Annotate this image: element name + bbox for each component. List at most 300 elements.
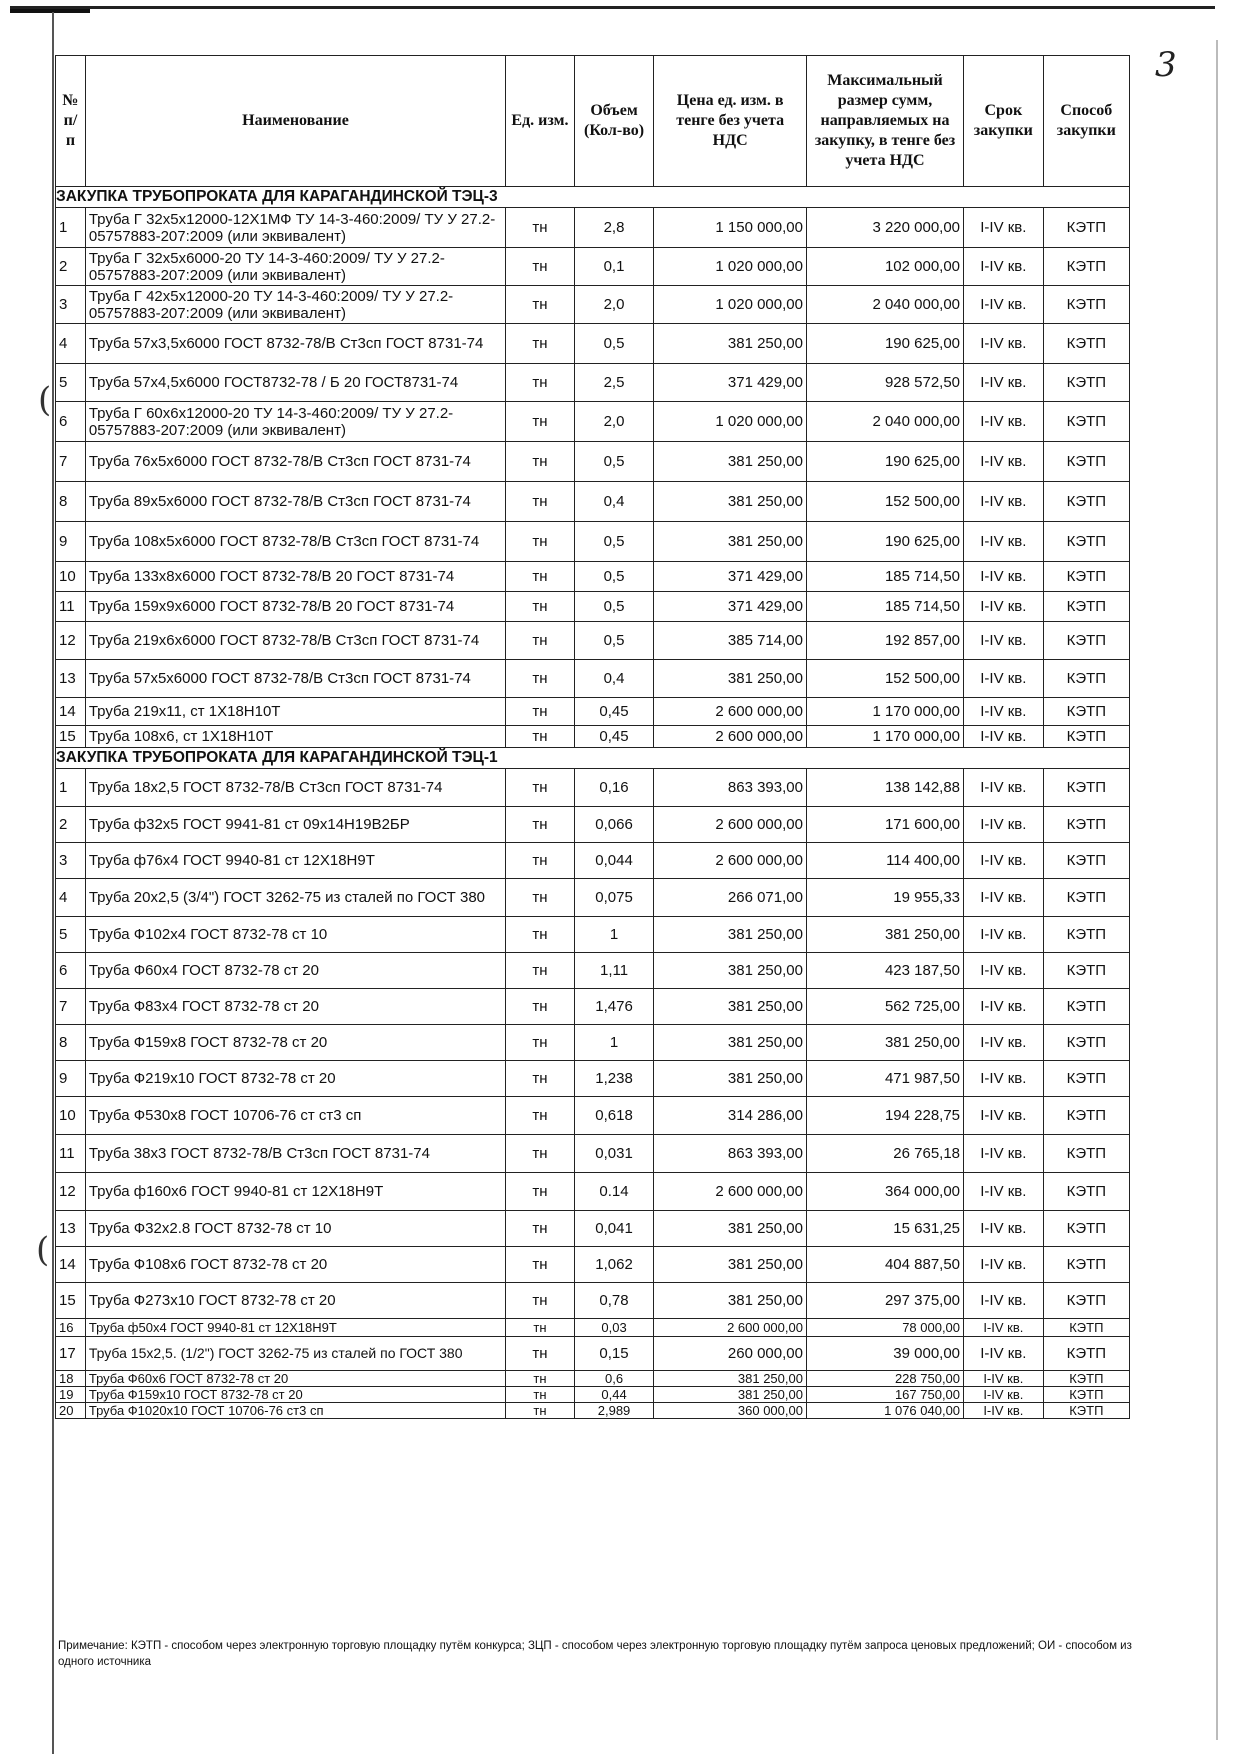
term-cell: I-IV кв. [964, 248, 1044, 286]
quantity-cell: 0,1 [574, 248, 654, 286]
item-name: Труба Ф1020х10 ГОСТ 10706-76 ст3 сп [85, 1403, 505, 1419]
max-amount-cell: 190 625,00 [806, 522, 963, 562]
item-name: Труба 219х6х6000 ГОСТ 8732-78/В Ст3сп ГОСТ 8731-74 [85, 622, 505, 660]
max-amount-cell: 1 170 000,00 [806, 698, 963, 726]
table-row [56, 522, 1130, 562]
table-row [56, 843, 1130, 879]
max-amount-cell: 138 142,88 [806, 769, 963, 807]
max-amount-cell: 471 987,50 [806, 1061, 963, 1097]
row-number: 13 [56, 660, 86, 698]
table-row [56, 1097, 1130, 1135]
term-cell: I-IV кв. [964, 208, 1044, 248]
term-cell: I-IV кв. [964, 442, 1044, 482]
term-cell: I-IV кв. [964, 1371, 1044, 1387]
row-number: 10 [56, 562, 86, 592]
item-name: Труба Ф159х10 ГОСТ 8732-78 ст 20 [85, 1387, 505, 1403]
row-number: 4 [56, 879, 86, 917]
row-number: 16 [56, 1319, 86, 1337]
unit-cell: тн [506, 324, 575, 364]
row-number: 10 [56, 1097, 86, 1135]
quantity-cell: 2,8 [574, 208, 654, 248]
method-cell: КЭТП [1043, 879, 1129, 917]
method-cell: КЭТП [1043, 622, 1129, 660]
unit-cell: тн [506, 660, 575, 698]
max-amount-cell: 185 714,50 [806, 562, 963, 592]
method-cell: КЭТП [1043, 953, 1129, 989]
table-row [56, 286, 1130, 324]
unit-price-cell: 371 429,00 [654, 592, 807, 622]
term-cell: I-IV кв. [964, 1097, 1044, 1135]
unit-cell: тн [506, 989, 575, 1025]
method-cell: КЭТП [1043, 1025, 1129, 1061]
table-row [56, 807, 1130, 843]
col-header-qty: Объем (Кол-во) [574, 56, 654, 187]
unit-cell: тн [506, 1283, 575, 1319]
item-name: Труба ф32х5 ГОСТ 9941-81 ст 09х14Н19В2БР [85, 807, 505, 843]
quantity-cell: 0,6 [574, 1371, 654, 1387]
method-cell: КЭТП [1043, 660, 1129, 698]
unit-price-cell: 1 020 000,00 [654, 286, 807, 324]
table-row [56, 917, 1130, 953]
max-amount-cell: 2 040 000,00 [806, 286, 963, 324]
table-row [56, 208, 1130, 248]
table-row [56, 1371, 1130, 1387]
table-row [56, 1211, 1130, 1247]
row-number: 8 [56, 482, 86, 522]
method-cell: КЭТП [1043, 592, 1129, 622]
unit-price-cell: 381 250,00 [654, 660, 807, 698]
table-row [56, 1061, 1130, 1097]
max-amount-cell: 167 750,00 [806, 1387, 963, 1403]
method-cell: КЭТП [1043, 1173, 1129, 1211]
unit-cell: тн [506, 1403, 575, 1419]
max-amount-cell: 404 887,50 [806, 1247, 963, 1283]
row-number: 17 [56, 1337, 86, 1371]
unit-cell: тн [506, 1387, 575, 1403]
unit-cell: тн [506, 1337, 575, 1371]
row-number: 9 [56, 522, 86, 562]
max-amount-cell: 3 220 000,00 [806, 208, 963, 248]
unit-price-cell: 314 286,00 [654, 1097, 807, 1135]
row-number: 5 [56, 917, 86, 953]
term-cell: I-IV кв. [964, 562, 1044, 592]
section-row [56, 187, 1130, 208]
unit-cell: тн [506, 1135, 575, 1173]
row-number: 4 [56, 324, 86, 364]
method-cell: КЭТП [1043, 726, 1129, 748]
col-header-term: Срок закупки [964, 56, 1044, 187]
unit-cell: тн [506, 622, 575, 660]
item-name: Труба 76х5х6000 ГОСТ 8732-78/В Ст3сп ГОСТ 8731-74 [85, 442, 505, 482]
quantity-cell: 1,476 [574, 989, 654, 1025]
max-amount-cell: 152 500,00 [806, 482, 963, 522]
unit-price-cell: 381 250,00 [654, 1025, 807, 1061]
unit-cell: тн [506, 1371, 575, 1387]
row-number: 6 [56, 402, 86, 442]
unit-price-cell: 381 250,00 [654, 1061, 807, 1097]
max-amount-cell: 171 600,00 [806, 807, 963, 843]
unit-price-cell: 381 250,00 [654, 1283, 807, 1319]
term-cell: I-IV кв. [964, 364, 1044, 402]
method-cell: КЭТП [1043, 562, 1129, 592]
unit-price-cell: 2 600 000,00 [654, 843, 807, 879]
scan-edge-line [10, 6, 1215, 9]
quantity-cell: 0,066 [574, 807, 654, 843]
item-name: Труба 20х2,5 (3/4") ГОСТ 3262-75 из сталей по ГОСТ 380 [85, 879, 505, 917]
unit-price-cell: 2 600 000,00 [654, 698, 807, 726]
method-cell: КЭТП [1043, 522, 1129, 562]
item-name: Труба 108х5х6000 ГОСТ 8732-78/В Ст3сп ГОСТ 8731-74 [85, 522, 505, 562]
term-cell: I-IV кв. [964, 402, 1044, 442]
unit-cell: тн [506, 562, 575, 592]
unit-price-cell: 385 714,00 [654, 622, 807, 660]
table-header-row [56, 56, 1130, 187]
item-name: Труба 57х4,5х6000 ГОСТ8732-78 / Б 20 ГОСТ8731-74 [85, 364, 505, 402]
unit-price-cell: 1 020 000,00 [654, 402, 807, 442]
unit-price-cell: 381 250,00 [654, 917, 807, 953]
max-amount-cell: 297 375,00 [806, 1283, 963, 1319]
item-name: Труба Ф102х4 ГОСТ 8732-78 ст 10 [85, 917, 505, 953]
item-name: Труба ф76х4 ГОСТ 9940-81 ст 12Х18Н9Т [85, 843, 505, 879]
quantity-cell: 0,45 [574, 726, 654, 748]
col-header-num: № п/п [56, 56, 86, 187]
term-cell: I-IV кв. [964, 879, 1044, 917]
unit-cell: тн [506, 286, 575, 324]
term-cell: I-IV кв. [964, 1135, 1044, 1173]
term-cell: I-IV кв. [964, 1025, 1044, 1061]
max-amount-cell: 228 750,00 [806, 1371, 963, 1387]
row-number: 6 [56, 953, 86, 989]
item-name: Труба 18х2,5 ГОСТ 8732-78/В Ст3сп ГОСТ 8731-74 [85, 769, 505, 807]
row-number: 20 [56, 1403, 86, 1419]
section-title: ЗАКУПКА ТРУБОПРОКАТА ДЛЯ КАРАГАНДИНСКОЙ ТЭЦ-3 [56, 187, 1130, 208]
method-cell: КЭТП [1043, 1247, 1129, 1283]
item-name: Труба Ф108х6 ГОСТ 8732-78 ст 20 [85, 1247, 505, 1283]
item-name: Труба 133х8х6000 ГОСТ 8732-78/В 20 ГОСТ 8731-74 [85, 562, 505, 592]
col-header-method: Способ закупки [1043, 56, 1129, 187]
quantity-cell: 0,031 [574, 1135, 654, 1173]
unit-cell: тн [506, 1319, 575, 1337]
table-row [56, 562, 1130, 592]
table-row [56, 592, 1130, 622]
table-row [56, 324, 1130, 364]
quantity-cell: 0,5 [574, 442, 654, 482]
unit-price-cell: 381 250,00 [654, 482, 807, 522]
unit-price-cell: 2 600 000,00 [654, 1173, 807, 1211]
table-row [56, 482, 1130, 522]
unit-cell: тн [506, 769, 575, 807]
quantity-cell: 0,075 [574, 879, 654, 917]
quantity-cell: 0,5 [574, 592, 654, 622]
row-number: 2 [56, 248, 86, 286]
method-cell: КЭТП [1043, 364, 1129, 402]
unit-cell: тн [506, 1247, 575, 1283]
row-number: 12 [56, 1173, 86, 1211]
row-number: 9 [56, 1061, 86, 1097]
row-number: 5 [56, 364, 86, 402]
quantity-cell: 0,4 [574, 482, 654, 522]
table-row [56, 879, 1130, 917]
unit-price-cell: 371 429,00 [654, 364, 807, 402]
method-cell: КЭТП [1043, 482, 1129, 522]
section-row [56, 748, 1130, 769]
unit-price-cell: 381 250,00 [654, 1371, 807, 1387]
item-name: Труба Ф83х4 ГОСТ 8732-78 ст 20 [85, 989, 505, 1025]
item-name: Труба 219х11, ст 1Х18Н10Т [85, 698, 505, 726]
term-cell: I-IV кв. [964, 1319, 1044, 1337]
max-amount-cell: 381 250,00 [806, 1025, 963, 1061]
unit-price-cell: 381 250,00 [654, 1247, 807, 1283]
row-number: 12 [56, 622, 86, 660]
method-cell: КЭТП [1043, 1319, 1129, 1337]
method-cell: КЭТП [1043, 1097, 1129, 1135]
item-name: Труба ф50х4 ГОСТ 9940-81 ст 12Х18Н9Т [85, 1319, 505, 1337]
unit-price-cell: 2 600 000,00 [654, 1319, 807, 1337]
row-number: 11 [56, 1135, 86, 1173]
unit-cell: тн [506, 879, 575, 917]
max-amount-cell: 78 000,00 [806, 1319, 963, 1337]
table-row [56, 1025, 1130, 1061]
unit-price-cell: 2 600 000,00 [654, 807, 807, 843]
scan-edge-mark [10, 9, 90, 13]
max-amount-cell: 423 187,50 [806, 953, 963, 989]
table-row [56, 364, 1130, 402]
unit-price-cell: 371 429,00 [654, 562, 807, 592]
quantity-cell: 0,5 [574, 562, 654, 592]
row-number: 11 [56, 592, 86, 622]
term-cell: I-IV кв. [964, 592, 1044, 622]
unit-cell: тн [506, 442, 575, 482]
unit-cell: тн [506, 364, 575, 402]
quantity-cell: 1,11 [574, 953, 654, 989]
method-cell: КЭТП [1043, 208, 1129, 248]
row-number: 3 [56, 286, 86, 324]
max-amount-cell: 19 955,33 [806, 879, 963, 917]
punch-hole-mark: ( [36, 1230, 50, 1270]
term-cell: I-IV кв. [964, 843, 1044, 879]
quantity-cell: 0,5 [574, 324, 654, 364]
item-name: Труба Г 32х5х12000-12Х1МФ ТУ 14-3-460:2009/ ТУ У 27.2-05757883-207:2009 (или эквивалент) [85, 208, 505, 248]
unit-cell: тн [506, 1061, 575, 1097]
term-cell: I-IV кв. [964, 726, 1044, 748]
table-row [56, 769, 1130, 807]
method-cell: КЭТП [1043, 442, 1129, 482]
quantity-cell: 0,041 [574, 1211, 654, 1247]
quantity-cell: 0,03 [574, 1319, 654, 1337]
quantity-cell: 1 [574, 1025, 654, 1061]
method-cell: КЭТП [1043, 807, 1129, 843]
max-amount-cell: 381 250,00 [806, 917, 963, 953]
method-cell: КЭТП [1043, 1403, 1129, 1419]
method-cell: КЭТП [1043, 1371, 1129, 1387]
table-row [56, 1283, 1130, 1319]
row-number: 8 [56, 1025, 86, 1061]
quantity-cell: 1,238 [574, 1061, 654, 1097]
row-number: 14 [56, 1247, 86, 1283]
unit-price-cell: 1 150 000,00 [654, 208, 807, 248]
max-amount-cell: 192 857,00 [806, 622, 963, 660]
item-name: Труба Ф32х2.8 ГОСТ 8732-78 ст 10 [85, 1211, 505, 1247]
term-cell: I-IV кв. [964, 622, 1044, 660]
unit-cell: тн [506, 917, 575, 953]
term-cell: I-IV кв. [964, 917, 1044, 953]
term-cell: I-IV кв. [964, 698, 1044, 726]
item-name: Труба 57х5х6000 ГОСТ 8732-78/В Ст3сп ГОСТ 8731-74 [85, 660, 505, 698]
unit-cell: тн [506, 208, 575, 248]
quantity-cell: 0,618 [574, 1097, 654, 1135]
item-name: Труба Ф60х6 ГОСТ 8732-78 ст 20 [85, 1371, 505, 1387]
table-row [56, 1173, 1130, 1211]
term-cell: I-IV кв. [964, 1403, 1044, 1419]
row-number: 2 [56, 807, 86, 843]
unit-price-cell: 360 000,00 [654, 1403, 807, 1419]
unit-price-cell: 381 250,00 [654, 989, 807, 1025]
table-body [56, 748, 1130, 1419]
max-amount-cell: 1 076 040,00 [806, 1403, 963, 1419]
item-name: Труба Ф273х10 ГОСТ 8732-78 ст 20 [85, 1283, 505, 1319]
quantity-cell: 0,16 [574, 769, 654, 807]
method-cell: КЭТП [1043, 698, 1129, 726]
table-row [56, 1247, 1130, 1283]
unit-price-cell: 2 600 000,00 [654, 726, 807, 748]
row-number: 15 [56, 1283, 86, 1319]
row-number: 19 [56, 1387, 86, 1403]
max-amount-cell: 152 500,00 [806, 660, 963, 698]
quantity-cell: 0,44 [574, 1387, 654, 1403]
table-row [56, 726, 1130, 748]
quantity-cell: 0,5 [574, 522, 654, 562]
method-cell: КЭТП [1043, 248, 1129, 286]
footnote: Примечание: КЭТП - способом через электронную торговую площадку путём конкурса; ЗЦП - способом через электронную торговую площадку путём запроса ценовых предложений; ОИ - способом из одного источника [58, 1640, 1132, 1668]
item-name: Труба 15х2,5. (1/2") ГОСТ 3262-75 из сталей по ГОСТ 380 [85, 1337, 505, 1371]
term-cell: I-IV кв. [964, 807, 1044, 843]
item-name: Труба 57х3,5х6000 ГОСТ 8732-78/В Ст3сп ГОСТ 8731-74 [85, 324, 505, 364]
table-row [56, 248, 1130, 286]
unit-price-cell: 381 250,00 [654, 324, 807, 364]
col-header-max: Максимальный размер сумм, направляемых на закупку, в тенге без учета НДС [806, 56, 963, 187]
term-cell: I-IV кв. [964, 1387, 1044, 1403]
unit-price-cell: 381 250,00 [654, 442, 807, 482]
unit-cell: тн [506, 402, 575, 442]
scan-top-edge [0, 0, 1240, 12]
method-cell: КЭТП [1043, 1061, 1129, 1097]
row-number: 3 [56, 843, 86, 879]
max-amount-cell: 102 000,00 [806, 248, 963, 286]
table-row [56, 953, 1130, 989]
unit-cell: тн [506, 1173, 575, 1211]
unit-cell: тн [506, 807, 575, 843]
method-cell: КЭТП [1043, 769, 1129, 807]
table-row [56, 989, 1130, 1025]
table-row [56, 1337, 1130, 1371]
quantity-cell: 1,062 [574, 1247, 654, 1283]
quantity-cell: 0,45 [574, 698, 654, 726]
unit-price-cell: 381 250,00 [654, 522, 807, 562]
term-cell: I-IV кв. [964, 286, 1044, 324]
item-name: Труба 89х5х6000 ГОСТ 8732-78/В Ст3сп ГОСТ 8731-74 [85, 482, 505, 522]
item-name: Труба 108х6, ст 1Х18Н10Т [85, 726, 505, 748]
term-cell: I-IV кв. [964, 989, 1044, 1025]
scan-left-edge [52, 12, 54, 1754]
unit-cell: тн [506, 1025, 575, 1061]
quantity-cell: 2,0 [574, 286, 654, 324]
col-header-name: Наименование [85, 56, 505, 187]
term-cell: I-IV кв. [964, 1061, 1044, 1097]
item-name: Труба Ф159х8 ГОСТ 8732-78 ст 20 [85, 1025, 505, 1061]
method-cell: КЭТП [1043, 1283, 1129, 1319]
term-cell: I-IV кв. [964, 1337, 1044, 1371]
page-number: 3 [1155, 45, 1177, 85]
table-row [56, 660, 1130, 698]
section-title: ЗАКУПКА ТРУБОПРОКАТА ДЛЯ КАРАГАНДИНСКОЙ ТЭЦ-1 [56, 748, 1130, 769]
col-header-price: Цена ед. изм. в тенге без учета НДС [654, 56, 807, 187]
item-name: Труба Ф60х4 ГОСТ 8732-78 ст 20 [85, 953, 505, 989]
term-cell: I-IV кв. [964, 1211, 1044, 1247]
max-amount-cell: 562 725,00 [806, 989, 963, 1025]
unit-price-cell: 260 000,00 [654, 1337, 807, 1371]
unit-cell: тн [506, 953, 575, 989]
procurement-table [55, 55, 1130, 1419]
item-name: Труба Г 32х5х6000-20 ТУ 14-3-460:2009/ ТУ У 27.2-05757883-207:2009 (или эквивалент) [85, 248, 505, 286]
unit-cell: тн [506, 482, 575, 522]
table-body [56, 187, 1130, 748]
max-amount-cell: 928 572,50 [806, 364, 963, 402]
method-cell: КЭТП [1043, 402, 1129, 442]
quantity-cell: 0.14 [574, 1173, 654, 1211]
quantity-cell: 0,4 [574, 660, 654, 698]
unit-cell: тн [506, 522, 575, 562]
unit-price-cell: 266 071,00 [654, 879, 807, 917]
method-cell: КЭТП [1043, 1337, 1129, 1371]
max-amount-cell: 364 000,00 [806, 1173, 963, 1211]
unit-cell: тн [506, 592, 575, 622]
table-row [56, 1319, 1130, 1337]
row-number: 18 [56, 1371, 86, 1387]
unit-price-cell: 863 393,00 [654, 1135, 807, 1173]
row-number: 1 [56, 769, 86, 807]
row-number: 7 [56, 442, 86, 482]
term-cell: I-IV кв. [964, 482, 1044, 522]
unit-cell: тн [506, 1211, 575, 1247]
method-cell: КЭТП [1043, 1211, 1129, 1247]
table-row [56, 442, 1130, 482]
quantity-cell: 2,989 [574, 1403, 654, 1419]
unit-cell: тн [506, 248, 575, 286]
table-row [56, 1403, 1130, 1419]
unit-price-cell: 1 020 000,00 [654, 248, 807, 286]
quantity-cell: 0,5 [574, 622, 654, 660]
unit-price-cell: 381 250,00 [654, 953, 807, 989]
table-row [56, 402, 1130, 442]
row-number: 1 [56, 208, 86, 248]
method-cell: КЭТП [1043, 1387, 1129, 1403]
method-cell: КЭТП [1043, 989, 1129, 1025]
row-number: 14 [56, 698, 86, 726]
max-amount-cell: 194 228,75 [806, 1097, 963, 1135]
max-amount-cell: 15 631,25 [806, 1211, 963, 1247]
item-name: Труба 38х3 ГОСТ 8732-78/В Ст3сп ГОСТ 8731-74 [85, 1135, 505, 1173]
item-name: Труба Г 60х6х12000-20 ТУ 14-3-460:2009/ ТУ У 27.2-05757883-207:2009 (или эквивалент) [85, 402, 505, 442]
unit-cell: тн [506, 698, 575, 726]
method-cell: КЭТП [1043, 843, 1129, 879]
table-row [56, 622, 1130, 660]
row-number: 15 [56, 726, 86, 748]
max-amount-cell: 185 714,50 [806, 592, 963, 622]
method-cell: КЭТП [1043, 286, 1129, 324]
table-row [56, 698, 1130, 726]
term-cell: I-IV кв. [964, 1247, 1044, 1283]
term-cell: I-IV кв. [964, 1283, 1044, 1319]
